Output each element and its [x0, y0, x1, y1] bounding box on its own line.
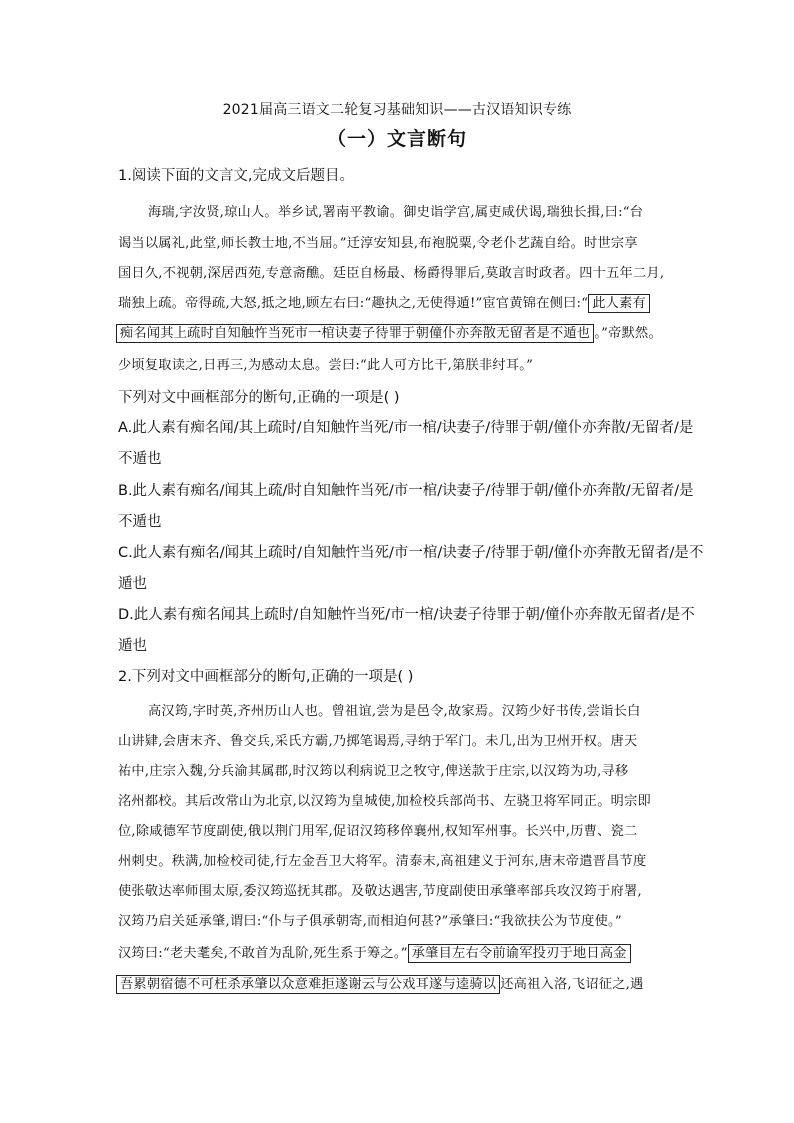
boxed-passage-text: 吾累朝宿德不可枉杀承肇以众意难拒遂谢云与公戏耳遂与逵骑以 [116, 975, 500, 994]
option-a-line: 不遁也 [118, 451, 162, 467]
boxed-passage-text: 痴名闻其上疏时自知触忤当死市一棺诀妻子待罪于朝僮仆亦奔散无留者是不遁也 [116, 324, 594, 343]
passage-text: 汉筠曰:“老夫耄矣,不敢首为乱阶,死生系于筹之。” [118, 946, 408, 961]
option-c-line: C.此人素有痴名/闻其上疏时/自知触忤当死/市一棺/诀妻子/待罪于朝/僮仆亦奔散无留者/是不 [118, 545, 704, 561]
passage-text: 。”帝默然。 [594, 326, 662, 341]
passage-text: 瑞独上疏。帝得疏,大怒,抵之地,顾左右曰:“趣执之,无使得遁!”宦官黄锦在侧曰:“ [118, 296, 589, 311]
question-1-stem: 下列对文中画框部分的断句,正确的一项是( ) [118, 390, 400, 406]
option-d-line: D.此人素有痴名闻其上疏时/自知触忤当死/市一棺/诀妻子待罪于朝/僮仆亦奔散无留者/是不 [118, 607, 695, 623]
passage-2-line: 位,除咸德军节度副使,俄以荆门用军,促诏汉筠移倅襄州,权知军州事。长兴中,历曹、瓷二 [118, 824, 638, 839]
passage-2-line: 使张敬达率师围太原,委汉筠巡抚其郡。及敬达遇害,节度副使田承肇率部兵攻汉筠于府署, [118, 884, 642, 899]
passage-1-line: 国日久,不视朝,深居西苑,专意斋醮。廷臣自杨最、杨爵得罪后,莫敢言时政者。四十五年二月, [118, 266, 665, 281]
passage-2-line [116, 973, 644, 992]
passage-2-line: 洺州都校。其后改常山为北京,以汉筠为皇城使,加检校兵部尚书、左骁卫将军同正。明宗即 [118, 794, 651, 809]
passage-2-line: 汉筠乃启关延承肇,谓曰:“仆与子俱承朝寄,而相迫何甚?”承肇曰:“我欲扶公为节度使。” [118, 914, 622, 929]
section-title: （一）文言断句 [326, 128, 467, 150]
passage-2-line: 高汉筠,字时英,齐州历山人也。曾祖谊,尝为是邑令,故家焉。汉筠少好书传,尝诣长白 [148, 704, 641, 719]
option-d-line: 遁也 [118, 638, 147, 654]
option-a-line: A.此人素有痴名闻/其上疏时/自知触忤当死/市一棺/诀妻子/待罪于朝/僮仆亦奔散/无留者/是 [118, 420, 694, 436]
boxed-passage-text: 承肇目左右令前谕军投刃于地日高金 [408, 944, 631, 963]
passage-text: 还高祖入洛,飞诏征之,遇 [500, 977, 644, 992]
option-b-line: B.此人素有痴名/闻其上疏/时自知触忤当死/市一棺/诀妻子/待罪于朝/僮仆亦奔散/无留者/是 [118, 483, 694, 499]
boxed-passage-text: 此人素有 [588, 294, 650, 313]
passage-1-line [116, 322, 662, 341]
passage-1-line [118, 292, 650, 311]
option-b-line: 不遁也 [118, 514, 162, 530]
passage-1-line: 海瑞,字汝贤,琼山人。举乡试,署南平教谕。御史诣学宫,属吏咸伏谒,瑞独长揖,曰:“台 [148, 205, 644, 220]
passage-2-line: 祐中,庄宗入魏,分兵渝其属郡,时汉筠以利病说卫之牧守,俾送款于庄宗,以汉筠为功,寻移 [118, 764, 629, 779]
passage-1-line: 少顷复取读之,日再三,为感动太息。尝曰:“此人可方比干,第朕非纣耳。” [118, 358, 534, 373]
option-c-line: 遁也 [118, 576, 147, 592]
passage-2-line [118, 942, 631, 961]
passage-2-line: 山讲肄,会唐末齐、鲁交兵,采氏方霸,乃掷笔谒焉,寻纳于军门。未几,出为卫州开权。唐天 [118, 734, 638, 749]
question-2-prompt: 2.下列对文中画框部分的断句,正确的一项是( ) [118, 669, 414, 685]
passage-1-line: 谒当以属礼,此堂,师长教士地,不当屈。”迁淳安知县,布袍脱粟,令老仆艺蔬自给。时世宗享 [118, 236, 638, 251]
document-title: 2021届高三语文二轮复习基础知识——古汉语知识专练 [222, 102, 572, 118]
question-1-prompt: 1.阅读下面的文言文,完成文后题目。 [118, 168, 354, 184]
passage-2-line: 州刺史。秩满,加检校司徒,行左金吾卫大将军。清泰末,高祖建义于河东,唐末帝遣晋昌节度 [118, 854, 647, 869]
